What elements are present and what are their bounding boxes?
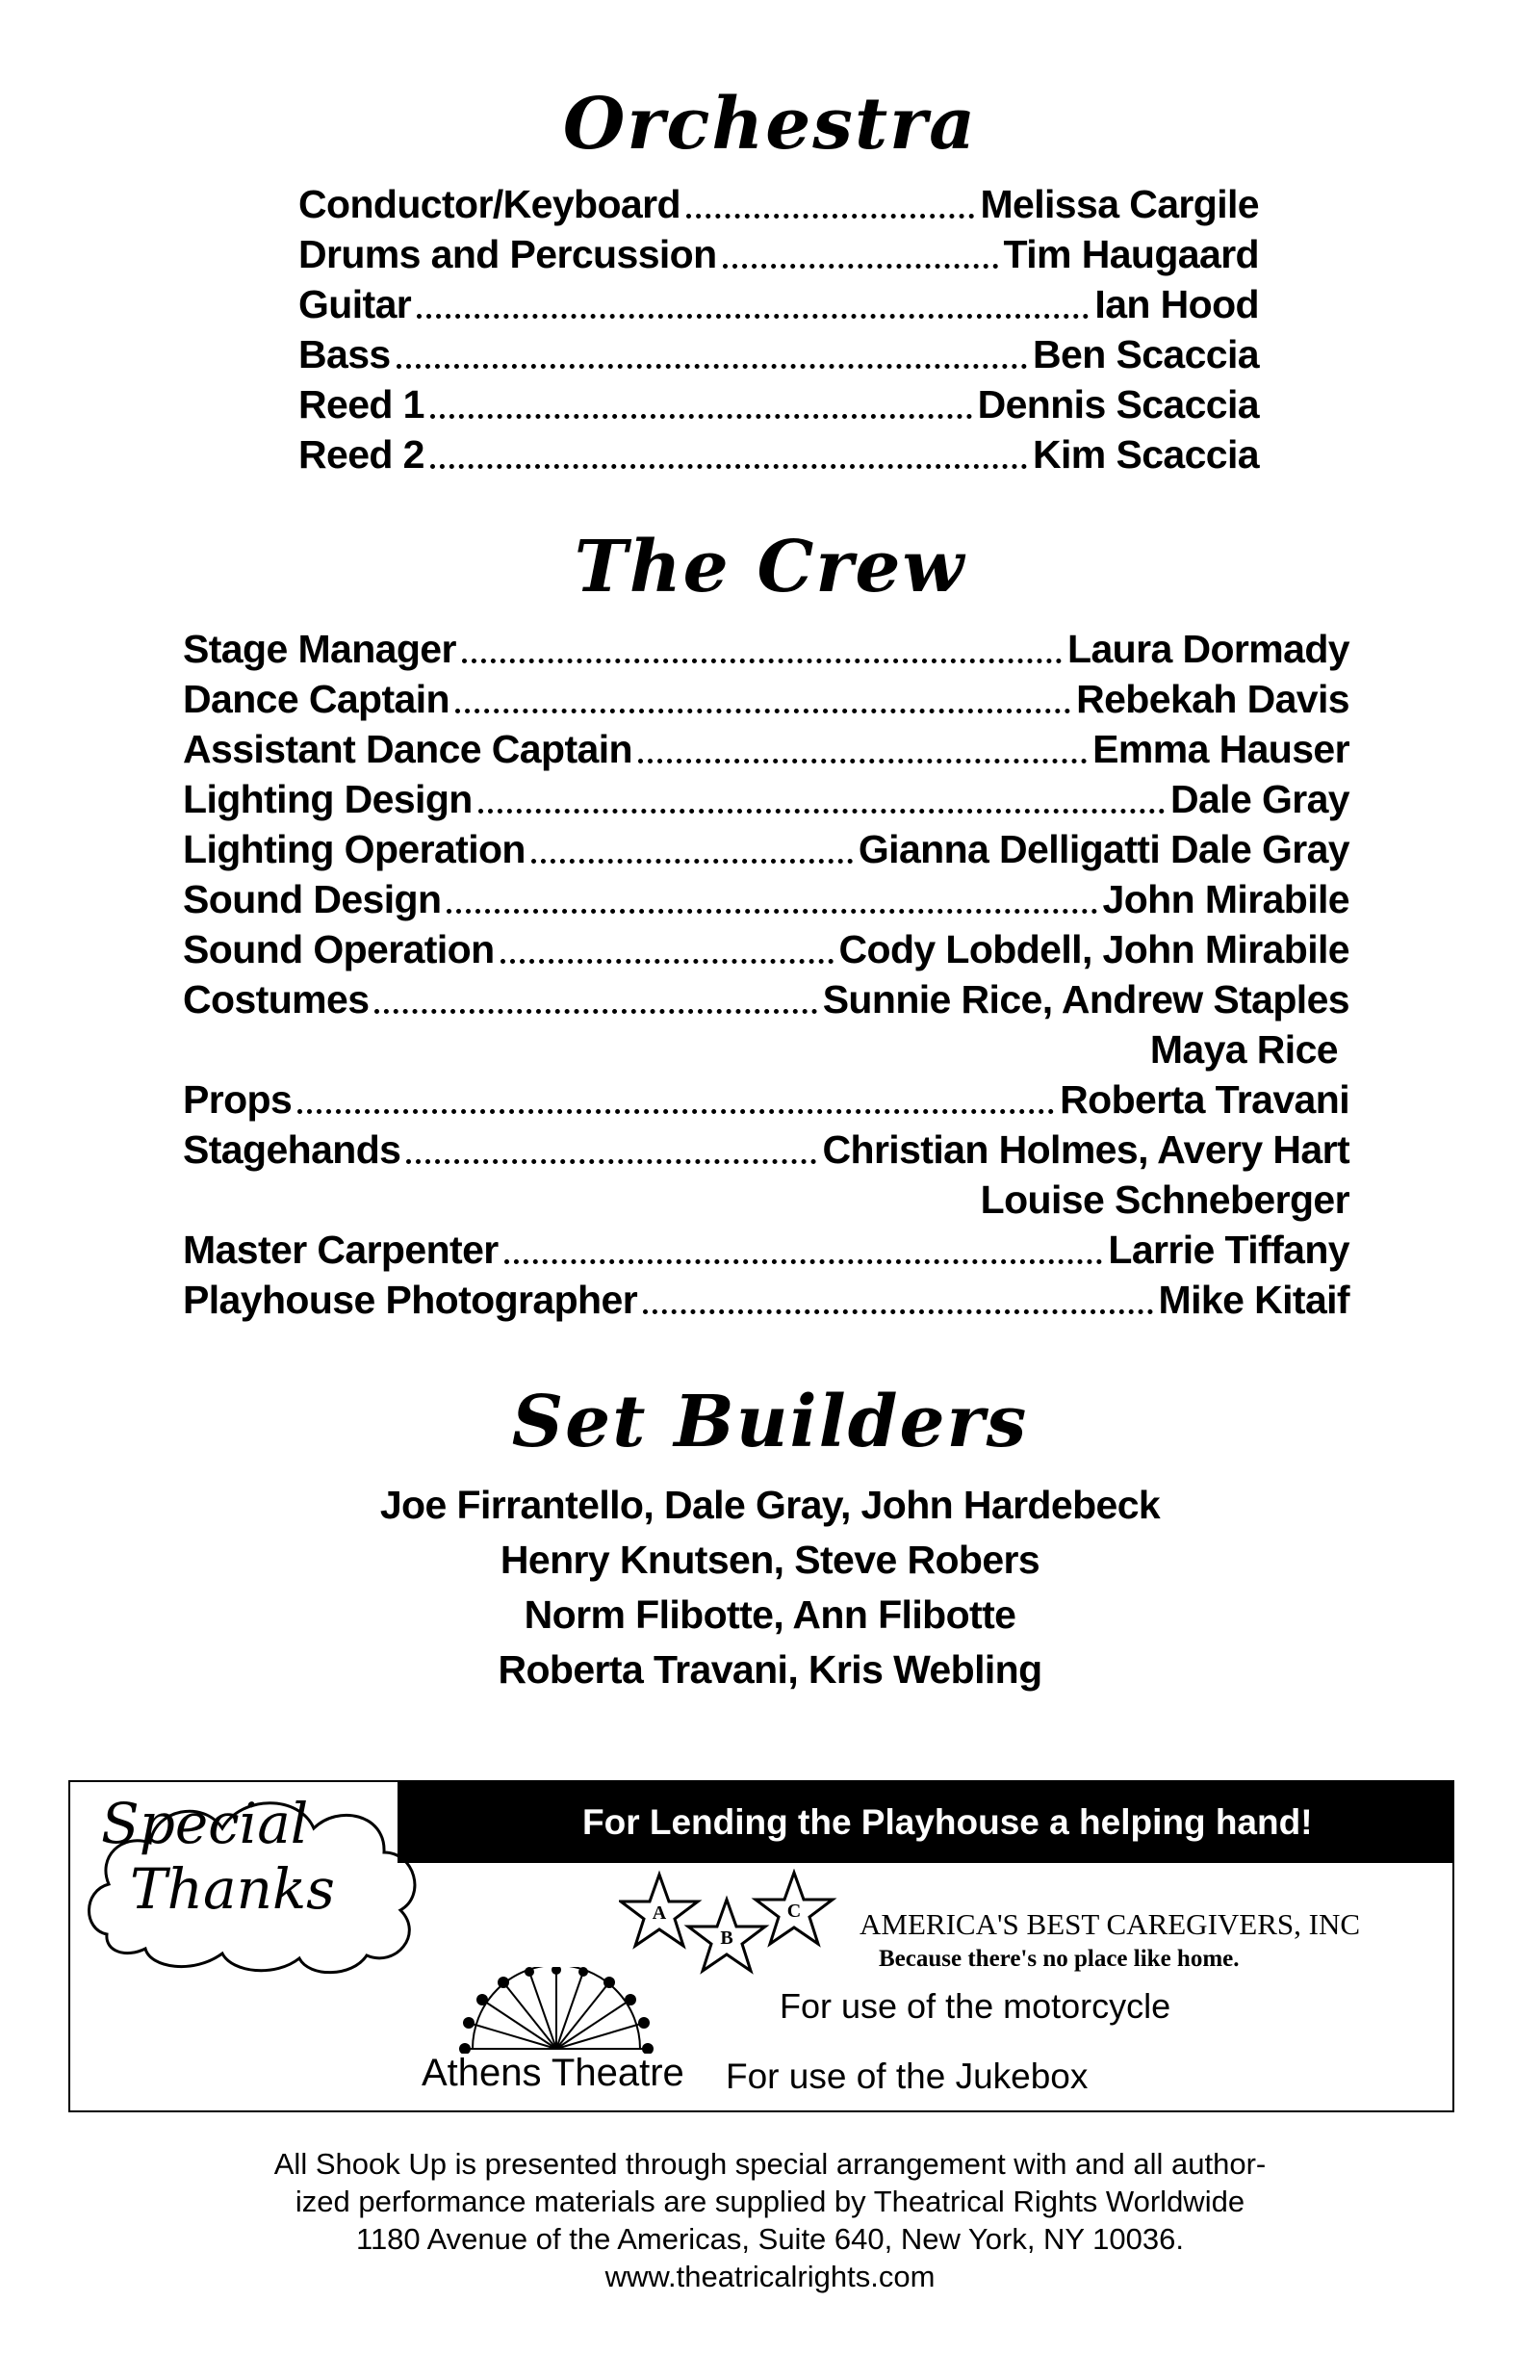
credit-name: Dennis Scaccia	[977, 382, 1259, 427]
credit-name: Sunnie Rice, Andrew Staples	[822, 977, 1349, 1022]
motorcycle-thanks: For use of the motorcycle	[780, 1986, 1171, 2026]
builders-line: Roberta Travani, Kris Webling	[498, 1647, 1042, 1692]
dot-leader	[462, 659, 1062, 663]
builders-line: Joe Firrantello, Dale Gray, John Hardebeck	[379, 1483, 1161, 1527]
dot-leader	[447, 909, 1096, 914]
credit-role: Costumes	[183, 977, 370, 1022]
abc-stars-logo	[619, 1869, 860, 1979]
credit-row	[183, 1123, 1349, 1173]
credit-name: Emma Hauser	[1092, 727, 1349, 771]
credit-name: Rebekah Davis	[1076, 677, 1349, 721]
credit-row	[298, 427, 1259, 478]
dot-leader	[417, 314, 1089, 319]
credit-name: Christian Holmes, Avery Hart	[822, 1127, 1349, 1172]
thanks-title: Thanks	[130, 1856, 335, 1922]
athens-theatre-name: Athens Theatre	[422, 2052, 684, 2094]
credit-row	[183, 1273, 1349, 1323]
dot-leader	[478, 809, 1165, 814]
footer-line: All Shook Up is presented through special arrangement with and all author-	[273, 2147, 1267, 2181]
credit-row	[183, 772, 1349, 822]
credit-role: Conductor/Keyboard	[298, 182, 680, 226]
set-builders-list	[0, 1478, 1540, 1697]
crew-credits	[183, 622, 1349, 1323]
abc-letter-a: A	[652, 1902, 667, 1924]
credit-continuation: Maya Rice	[1149, 1027, 1338, 1072]
special-title: Special	[101, 1791, 309, 1856]
credit-row	[183, 622, 1349, 672]
credit-row	[298, 377, 1259, 427]
credit-name: Dale Gray	[1169, 777, 1349, 821]
credit-row	[298, 227, 1259, 277]
credit-name: Larrie Tiffany	[1108, 1228, 1349, 1272]
credit-role: Dance Captain	[183, 677, 449, 721]
dot-leader	[723, 264, 998, 269]
credit-role: Stagehands	[183, 1127, 401, 1172]
credit-name: Laura Dormady	[1067, 627, 1349, 671]
credit-role: Assistant Dance Captain	[183, 727, 632, 771]
dot-leader	[406, 1159, 816, 1164]
footer-line: ized performance materials are supplied by Theatrical Rights Worldwide	[295, 2185, 1245, 2218]
credit-role: Reed 2	[298, 432, 424, 477]
abc-letter-c: C	[786, 1901, 802, 1922]
thanks-banner: For Lending the Playhouse a helping hand!	[398, 1782, 1452, 1863]
credit-name: Roberta Travani	[1060, 1077, 1349, 1122]
dot-leader	[500, 959, 834, 964]
athens-theatre-logo-icon	[455, 1967, 657, 2054]
dot-leader	[504, 1259, 1103, 1264]
credit-row	[183, 722, 1349, 772]
credit-name: Melissa Cargile	[980, 182, 1259, 226]
credit-role: Guitar	[298, 282, 412, 326]
credit-row	[183, 972, 1349, 1022]
credit-name: John Mirabile	[1102, 877, 1349, 921]
jukebox-thanks: For use of the Jukebox	[726, 2057, 1089, 2096]
credit-role: Lighting Operation	[183, 827, 526, 871]
special-thanks-box	[68, 1780, 1454, 2112]
credit-role: Playhouse Photographer	[183, 1278, 638, 1322]
credit-role: Props	[183, 1077, 293, 1122]
builders-line: Norm Flibotte, Ann Flibotte	[524, 1592, 1016, 1637]
credit-role: Master Carpenter	[183, 1228, 499, 1272]
credit-row	[183, 1223, 1349, 1273]
footer-url: www.theatricalrights.com	[604, 2260, 936, 2293]
credit-row	[183, 1073, 1349, 1123]
dot-leader	[531, 859, 853, 864]
builders-line: Henry Knutsen, Steve Robers	[500, 1538, 1040, 1582]
footer-line: 1180 Avenue of the Americas, Suite 640, New York, NY 10036.	[356, 2222, 1184, 2256]
orchestra-heading: Orchestra	[562, 83, 978, 166]
crew-heading: The Crew	[574, 526, 966, 608]
dot-leader	[455, 709, 1070, 713]
dot-leader	[686, 214, 975, 219]
orchestra-credits	[298, 177, 1259, 478]
dot-leader	[397, 364, 1027, 369]
dot-leader	[374, 1009, 816, 1014]
dot-leader	[638, 759, 1087, 763]
credit-role: Stage Manager	[183, 627, 456, 671]
credit-role: Reed 1	[298, 382, 424, 427]
credit-row	[183, 822, 1349, 872]
credit-row	[298, 277, 1259, 327]
credit-role: Bass	[298, 332, 391, 376]
credit-continuation: Louise Schneberger	[980, 1177, 1349, 1222]
credit-name: Kim Scaccia	[1033, 432, 1259, 477]
credit-role: Sound Operation	[183, 927, 495, 971]
credit-row	[183, 922, 1349, 972]
dot-leader	[430, 414, 972, 419]
credit-row	[183, 672, 1349, 722]
credit-name: Cody Lobdell, John Mirabile	[838, 927, 1349, 971]
dot-leader	[297, 1109, 1054, 1114]
rights-footer	[0, 2145, 1540, 2295]
credit-row	[183, 872, 1349, 922]
credit-name: Mike Kitaif	[1158, 1278, 1349, 1322]
credit-role: Drums and Percussion	[298, 232, 717, 276]
credit-name: Tim Haugaard	[1003, 232, 1259, 276]
abc-company-name: AMERICA'S BEST CAREGIVERS, INC	[860, 1907, 1361, 1941]
credit-name: Ian Hood	[1094, 282, 1259, 326]
credit-row	[298, 177, 1259, 227]
set-builders-heading: Set Builders	[511, 1381, 1029, 1463]
credit-name: Gianna Delligatti Dale Gray	[858, 827, 1349, 871]
credit-name: Ben Scaccia	[1033, 332, 1259, 376]
dot-leader	[643, 1309, 1152, 1314]
credit-row	[298, 327, 1259, 377]
dot-leader	[430, 464, 1027, 469]
credit-role: Sound Design	[183, 877, 442, 921]
abc-letter-b: B	[720, 1927, 733, 1949]
credit-role: Lighting Design	[183, 777, 473, 821]
abc-tagline: Because there's no place like home.	[879, 1946, 1240, 1972]
